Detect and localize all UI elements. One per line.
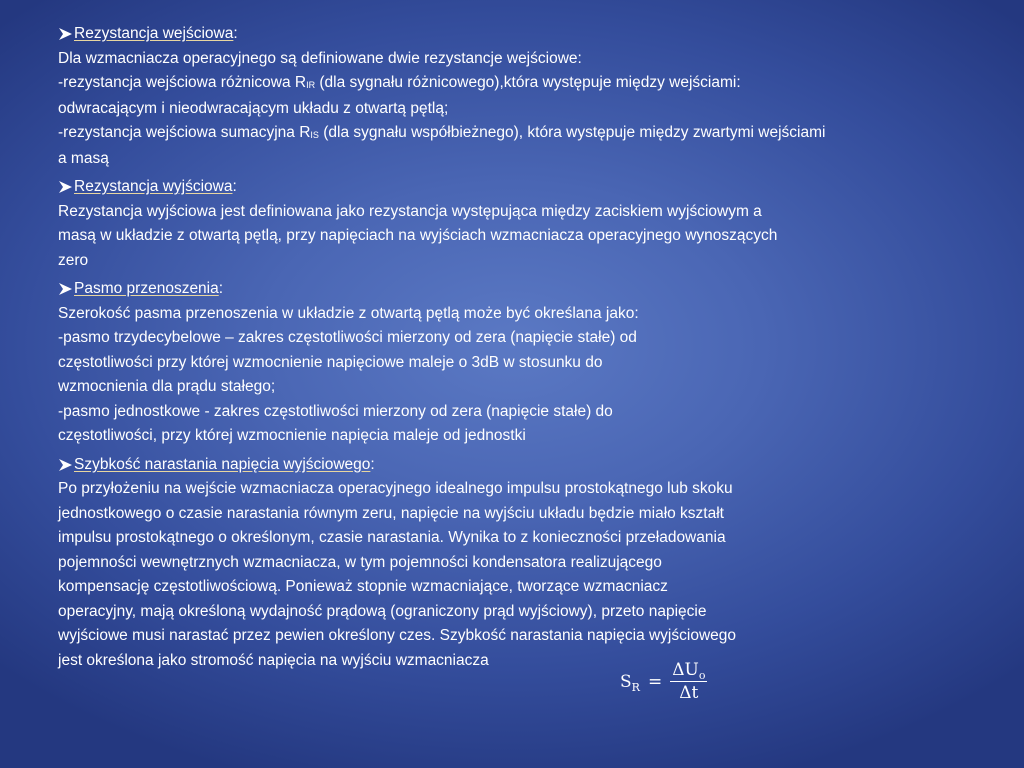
section-heading: Szybkość narastania napięcia wyjściowego [74, 455, 371, 473]
section-heading: Rezystancja wejściowa [74, 25, 234, 42]
arrow-bullet-icon [58, 458, 73, 472]
formula-denominator: Δt [679, 683, 699, 703]
slew-rate-formula [620, 660, 707, 703]
formula-equals: = [647, 671, 663, 692]
text-line: Szerokość pasma przenoszenia w układzie z otwartą pętlą może być określana jako: [58, 304, 639, 322]
text-line: Rezystancja wyjściowa jest definiowana jako rezystancja występująca między zaciskiem wyjściowym a [58, 202, 762, 220]
text-line: częstotliwości, przy której wzmocnienie napięcia maleje od jednostki [58, 427, 526, 444]
text-line: Po przyłożeniu na wejście wzmacniacza operacyjnego idealnego impulsu prostokątnego lub skoku [58, 480, 733, 497]
slide-content [58, 22, 978, 677]
text-line: kompensację częstotliwościową. Ponieważ stopnie wzmacniające, tworzące wzmacniacz [58, 578, 668, 595]
text-line: Dla wzmacniacza operacyjnego są definiowane dwie rezystancje wejściowe: [58, 49, 582, 67]
text-line: -rezystancja wejściowa sumacyjna RIS (dla sygnału współbieżnego), która występuje między zwartymi wejściami [58, 124, 826, 141]
section-output-resistance [58, 175, 978, 273]
arrow-bullet-icon [58, 282, 73, 296]
text-line: wyjściowe musi narastać przez pewien określony czes. Szybkość narastania napięcia wyjściowego [58, 627, 736, 644]
text-line: pojemności wewnętrznych wzmacniacza, w tym pojemności kondensatora realizującego [58, 553, 662, 571]
formula-fraction [670, 660, 707, 703]
text-line: impulsu prostokątnego o określonym, czasie narastania. Wynika to z konieczności przeładowania [58, 529, 726, 546]
text-line: jest określona jako stromość napięcia na wyjściu wzmacniacza [58, 651, 489, 669]
formula-numerator: $\Delta U_o$ [672, 660, 706, 682]
section-heading: Rezystancja wyjściowa [74, 178, 233, 195]
arrow-bullet-icon [58, 27, 73, 41]
text-line: -rezystancja wejściowa różnicowa RIR (dla sygnału różnicowego),która występuje między wejściami: [58, 74, 741, 91]
text-line: operacyjny, mają określoną wydajność prądową (ograniczony prąd wyjściowy), przeto napięcie [58, 602, 707, 620]
section-bandwidth [58, 277, 978, 449]
section-heading: Pasmo przenoszenia [74, 280, 219, 297]
arrow-bullet-icon [58, 180, 73, 194]
heading-line: Szybkość narastania napięcia wyjściowego : [58, 453, 978, 478]
heading-line: Pasmo przenoszenia : [58, 277, 978, 302]
text-line: wzmocnienia dla prądu stałego; [58, 378, 276, 395]
text-line: jednostkowego o czasie narastania równym zeru, napięcie na wyjściu układu będzie miało kształt [58, 504, 724, 522]
heading-line: Rezystancja wejściowa : [58, 22, 978, 47]
text-line: zero [58, 251, 89, 269]
text-line: -pasmo trzydecybelowe – zakres częstotliwości mierzony od zera (napięcie stałe) od [58, 329, 637, 346]
text-line: a masą [58, 149, 109, 167]
text-line: -pasmo jednostkowe - zakres częstotliwości mierzony od zera (napięcie stałe) do [58, 402, 613, 420]
section-input-resistance [58, 22, 978, 171]
text-line: odwracającym i nieodwracającym układu z otwartą pętlą; [58, 99, 449, 117]
heading-line: Rezystancja wyjściowa : [58, 175, 978, 200]
text-line: częstotliwości przy której wzmocnienie napięciowe maleje o 3dB w stosunku do [58, 353, 603, 371]
formula-lhs: $S_R$ [620, 671, 640, 694]
text-line: masą w układzie z otwartą pętlą, przy napięciach na wyjściach wzmacniacza operacyjnego wynoszących [58, 227, 778, 244]
section-slew-rate [58, 453, 978, 674]
